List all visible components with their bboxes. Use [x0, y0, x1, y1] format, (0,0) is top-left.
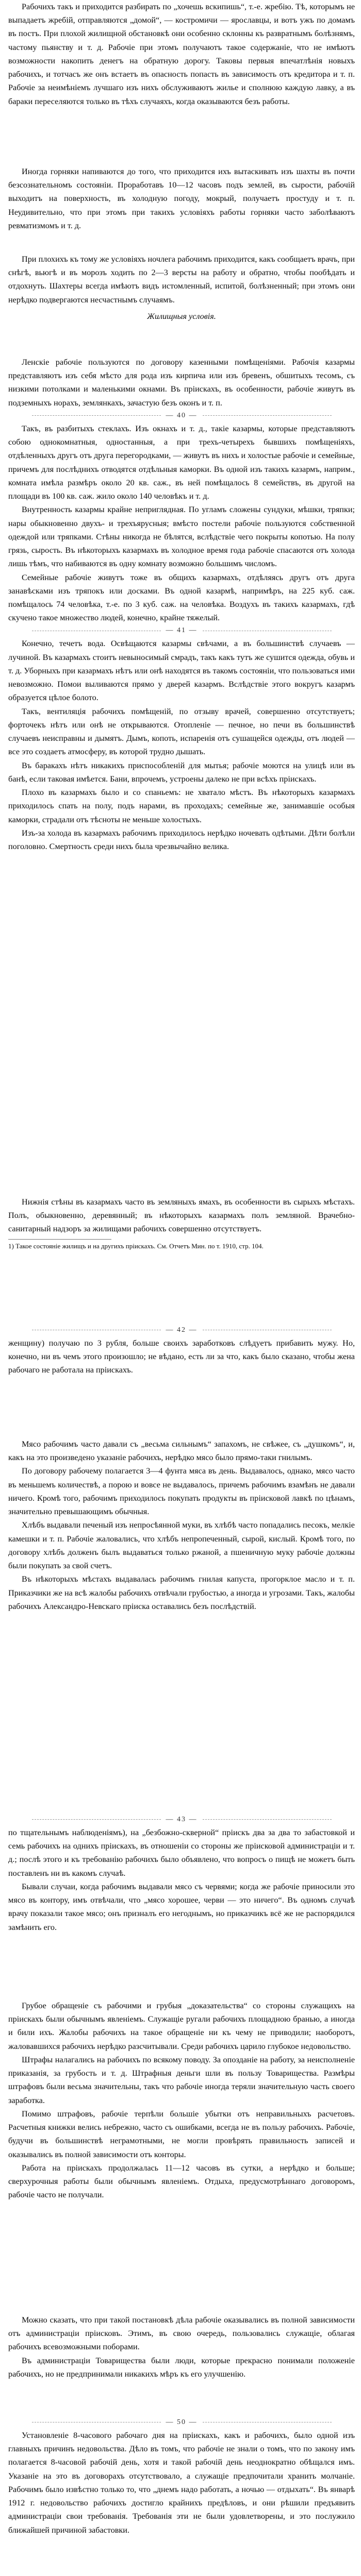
paragraph: Изъ-за холода въ казармахъ рабочимъ приходилось нерѣдко ночевать одѣтыми. Дѣти болѣли поголовно. Смертность среди нихъ была чрезвычайно велика. [8, 828, 355, 851]
paragraph: Семейные рабочіе живутъ тоже въ общихъ казармахъ, отдѣляясь другъ отъ друга занавѣсками изъ тряпокъ или досками. Въ одной казармѣ, напримѣръ, на 225 куб. саж. помѣщалось 74 человѣка, т.-е. по 3 куб. саж. на человѣка. Воздухъ въ такихъ казармахъ, гдѣ скучено такое множество людей, конечно, крайне тяжелый. [8, 572, 355, 623]
paragraph: Хлѣбъ выдавали печеный изъ непросѣянной муки, въ хлѣбѣ часто попадались песокъ, мелкіе камешки и т. п. Рабочіе жаловались, что хлѣбъ непропеченный, сырой, кислый. Кромѣ того, по договору хлѣбъ долженъ былъ выдаваться только ржаной, а пшеничную муку рабочіе должны были покупать за свой счетъ. [8, 1520, 355, 1571]
scan-segment-10 [0, 2313, 361, 2416]
paragraph: Бывали случаи, когда рабочимъ выдавали мясо съ червями; когда же рабочіе приносили это мясо въ контору, имъ отвѣчали, что „мясо хорошее, черви — это ничего“. Въ одномъ случаѣ врачу показали такое мясо; онъ призналъ его негоднымъ, но приказчикъ всё же не распорядился замѣнить его. [8, 1882, 355, 1932]
paragraph: Конечно, течетъ вода. Освѣщаются казармы свѣчами, а въ большинствѣ случаевъ — лучиной. Въ казармахъ стоитъ невыносимый смрадъ, такъ какъ тутъ же сушится одежда, обувь и т. д. Уборныхъ при казармахъ нѣтъ или онѣ находятся въ такомъ состояніи, что пользоваться ими невозможно. Помои выливаются прямо у дверей казармъ. Вслѣдствіе этого вокругъ казармъ образуется цѣлое болото. [8, 639, 355, 703]
scan-segment-2 [0, 165, 361, 252]
page-number: — 43 — [8, 1814, 355, 1826]
paragraph: Нижнія стѣны въ казармахъ часто въ земляныхъ ямахъ, въ особенности въ сырыхъ мѣстахъ. Полъ, обыкновенно, деревянный; въ нѣкоторыхъ казармахъ полъ земляной. Врачебно-санитарный надзоръ за жилищами рабочихъ совершенно отсутствуетъ. [8, 1197, 355, 1234]
paragraph: Внутренность казармы крайне неприглядная. По угламъ сложены сундуки, мѣшки, тряпки; нары обыкновенно двухъ- и трехъярусныя; вмѣсто постели рабочіе пользуются собственной одеждой или тряпками. Стѣны никогда не бѣлятся, вслѣдствіе чего покрыты копотью. На полу грязь, сырость. Въ нѣкоторыхъ казармахъ въ холодное время года рабочіе спасаются отъ холода лишь тѣмъ, что набиваются въ одну комнату возможно большимъ числомъ. [8, 505, 355, 569]
paragraph: Можно сказать, что при такой постановкѣ дѣла рабочіе оказывались въ полной зависимости отъ администраціи пріисковъ. Этимъ, въ свою очередь, пользовались служащіе, облагая рабочихъ всевозможными поборами. [8, 2315, 355, 2352]
scan-segment-9 [0, 1999, 361, 2313]
paragraph: Въ администраціи Товарищества были люди, которые прекрасно понимали положеніе рабочихъ, но не предпринимали никакихъ мѣръ къ его улучшенію. [8, 2355, 355, 2379]
scan-segment-1 [0, 0, 361, 165]
paragraph: Такъ, вентиляція рабочихъ помѣщеній, по отзыву врачей, совершенно отсутствуетъ; форточекъ нѣтъ или онѣ не открываются. Отопленіе — печное, но печи въ большинствѣ случаевъ неисправны и дымятъ. Дымъ, копоть, испаренія отъ сушащейся одежды, отъ людей — все это создаетъ атмосферу, въ которой трудно дышать. [8, 706, 355, 757]
paragraph: При плохихъ къ тому же условіяхъ ночлега рабочимъ приходится, какъ сообщаетъ врачъ, при снѣгѣ, вьюгѣ и въ морозъ ходить по 2—3 версты на работу и обратно, чтобы пообѣдать и отдохнуть. Шахтеры всегда имѣютъ видъ истомленный, испитой, болѣзненный; при этомъ они нерѣдко подвергаются несчастнымъ случаямъ. [8, 255, 355, 304]
page-number: — 41 — [8, 624, 355, 637]
paragraph: Работа на пріискахъ продолжалась 11—12 часовъ въ сутки, а нерѣдко и больше; сверхурочныя работы были обычнымъ явленіемъ. Отдыха, предусмотрѣннаго договоромъ, рабочіе часто не получали. [8, 2163, 355, 2200]
paragraph: Ленскіе рабочіе пользуются по договору казенными помѣщеніями. Рабочія казармы представляютъ изъ себя мѣсто для рода изъ кирпича или изъ бревенъ, обшитыхъ тесомъ, съ низкими потолками и маленькими окнами. Въ пріискахъ, въ особенности, рабочіе живутъ въ подземныхъ норахъ, землянкахъ, зачастую безъ оконъ и т. п. [8, 358, 355, 408]
paragraph: Установленіе 8-часового рабочаго дня на пріискахъ, какъ и рабочихъ, было одной изъ главныхъ причинъ недовольства. Дѣло въ томъ, что рабочіе не знали о томъ, что по закону имъ полагается 8-часовой рабочій день, хотя и такой рабочій день неоднократно обѣщался имъ. Указаніе на это въ договорахъ отсутствовало, а служащіе предпочитали хранить молчаніе. Рабочимъ было извѣстно только то, что „днемъ надо работать, а ночью — отдыхать“. Въ январѣ 1912 г. недовольство рабочихъ достигло крайнихъ предѣловъ, и они рѣшили предъявить администраціи свои требованія. Требованія эти не были удовлетворены, и это послужило ближайшей причиной забастовки. [8, 2431, 355, 2535]
scan-segment-6 [0, 1324, 361, 1437]
paragraph: Грубое обращеніе съ рабочими и грубыя „доказательства“ со стороны служащихъ на пріискахъ были обычнымъ явленіемъ. Служащіе ругали рабочихъ площадною бранью, а иногда и били ихъ. Жалобы рабочихъ на такое обращеніе ни къ чему не приводили; наоборотъ, жаловавшихся рабочихъ нерѣдко разсчитывали. Среди рабочихъ царило глубокое недовольство. [8, 2001, 355, 2051]
page-number: — 40 — [8, 410, 355, 422]
paragraph: Рабочихъ такъ и приходится разбирать по „хочешь вскипишь“, т.-е. жребію. Тѣ, которымъ не выпадаетъ жребій, отправляются „домой“, — костромичи — ярославцы, и вотъ ужъ по домамъ въ постъ. При плохой жилищной обстановкѣ они особенно склонны къ развратнымъ болѣзнямъ, частому пьянству и т. д. Рабочіе при этомъ получаютъ такое содержаніе, что не имѣютъ возможности накопить денегъ на обратную дорогу. Таковы первыя впечатлѣнія новыхъ рабочихъ, и тотчасъ же онъ встаетъ въ опасность попасть въ зависимость отъ кредитора и т. п. Рабочіе за неимѣніемъ лучшаго изъ нихъ обслуживаютъ жилье и сполнюю каждую лавку, а въ бараки переселяются только въ тѣхъ случаяхъ, когда оказываются безъ работы. [8, 2, 355, 106]
scan-segment-8 [0, 1814, 361, 1999]
paragraph: Мясо рабочимъ часто давали съ „весьма сильнымъ“ запахомъ, не свѣжее, съ „душкомъ“, и, какъ на это произведено указаніе рабочихъ, нерѣдко мясо было прямо-таки гнилымъ. [8, 1439, 355, 1463]
scan-segment-7 [0, 1437, 361, 1814]
scan-segment-3 [0, 252, 361, 355]
paragraph: Въ нѣкоторыхъ мѣстахъ выдавалась рабочимъ гнилая капуста, прогорклое масло и т. п. Приказчики же на всѣ жалобы рабочихъ отвѣчали грубостью, а иногда и угрозами. Такъ, жалобы рабочихъ Александро-Невскаго пріиска оставались безъ послѣдствій. [8, 1574, 355, 1611]
section-heading: Жилищныя условія. [147, 311, 216, 321]
paragraph: по тщательнымъ наблюденіямъ), на „безбожно-скверной“ пріискъ два за два то забастовкой и семь рабочихъ на однихъ пріискахъ, въ отношеніи со стороны же пріисковой администраціи и т. д.; послѣ этого и къ требованію рабочихъ было объявлено, что вопросъ о пищѣ не можетъ быть поставленъ ни въ какомъ случаѣ. [8, 1828, 355, 1878]
paragraph: Въ баракахъ нѣтъ никакихъ приспособленій для мытья; рабочіе моются на улицѣ или въ банѣ, если таковая имѣется. Бани, впрочемъ, устроены далеко не при всѣхъ пріискахъ. [8, 760, 355, 784]
footnote: 1) Такое состояніе жилищъ и на другихъ пріискахъ. См. Отчетъ Мин. по т. 1910, стр. 104. [8, 1242, 264, 1250]
paragraph: Штрафы налагались на рабочихъ по всякому поводу. За опозданіе на работу, за неисполненіе приказанія, за грубость и т. д. Штрафныя деньги шли въ пользу Товарищества. Размѣры штрафовъ были весьма значительны, такъ что рабочіе иногда теряли значительную часть своего заработка. [8, 2055, 355, 2105]
paragraph: Такъ, въ разбитыхъ стеклахъ. Изъ окнахъ и т. д., такіе казармы, которые представляютъ собою однокомнатныя, одностанныя, а при трехъ-четырехъ бывшихъ помѣщеніяхъ, отдѣленныхъ другъ отъ друга перегородками, — живутъ въ нихъ и холостые рабочіе и семейные, причемъ для послѣднихъ отводятся отдѣльныя каморки. Въ одной изъ такихъ казармъ, наприм., комната имѣла размѣръ около 20 кв. саж., въ ней помѣщалось 8 семействъ, въ другой на площади въ 100 кв. саж. жило около 140 человѣкъ и т. д. [8, 423, 355, 501]
scan-segment-4 [0, 355, 361, 1195]
scan-segment-11 [0, 2416, 361, 2576]
paragraph: Плохо въ казармахъ было и со спаньемъ: не хватало мѣстъ. Въ нѣкоторыхъ казармахъ приходилось спать на полу, подъ нарами, въ проходахъ; семейные же, занимавшіе особыя каморки, страдали отъ тѣсноты не меньше холостыхъ. [8, 788, 355, 824]
page-number: — 42 — [8, 1324, 355, 1336]
scan-segment-5 [0, 1195, 361, 1324]
paragraph: Помимо штрафовъ, рабочіе терпѣли большіе убытки отъ неправильныхъ расчетовъ. Расчетныя книжки велись небрежно, часто съ ошибками, всегда не въ пользу рабочихъ. Рабочіе, будучи въ большинствѣ неграмотными, не могли провѣрять правильность записей и оказывались въ полной зависимости отъ конторы. [8, 2109, 355, 2159]
paragraph: По договору рабочему полагается 3—4 фунта мяса въ день. Выдавалось, однако, мясо часто въ меньшемъ количествѣ, а порою и вовсе не выдавалось, причемъ рабочимъ взамѣнъ не давали ничего. Кромѣ того, рабочимъ приходилось покупать продукты въ пріисковой лавкѣ по цѣнамъ, значительно превышающимъ обычныя. [8, 1466, 355, 1517]
paragraph: Иногда горняки напиваются до того, что приходится ихъ вытаскивать изъ шахты въ почти безсознательномъ состояніи. Проработавъ 10—12 часовъ подъ землей, въ сырости, рабочій выходитъ на поверхность, въ холодную погоду, мокрый, получаетъ простуду и т. п. Неудивительно, что при этомъ при такихъ условіяхъ работы горняки часто заболѣваютъ ревматизмомъ и т. д. [8, 167, 355, 230]
page-number: — 50 — [8, 2416, 355, 2429]
paragraph: женщину) получаю по 3 рубля, больше своихъ заработковъ слѣдуетъ прибавить мужу. Но, конечно, ни въ чемъ этого произошло; не вѣдано, есть ли за что, какъ было сказано, чтобы жена рабочаго не работала на пріискахъ. [8, 1338, 355, 1375]
